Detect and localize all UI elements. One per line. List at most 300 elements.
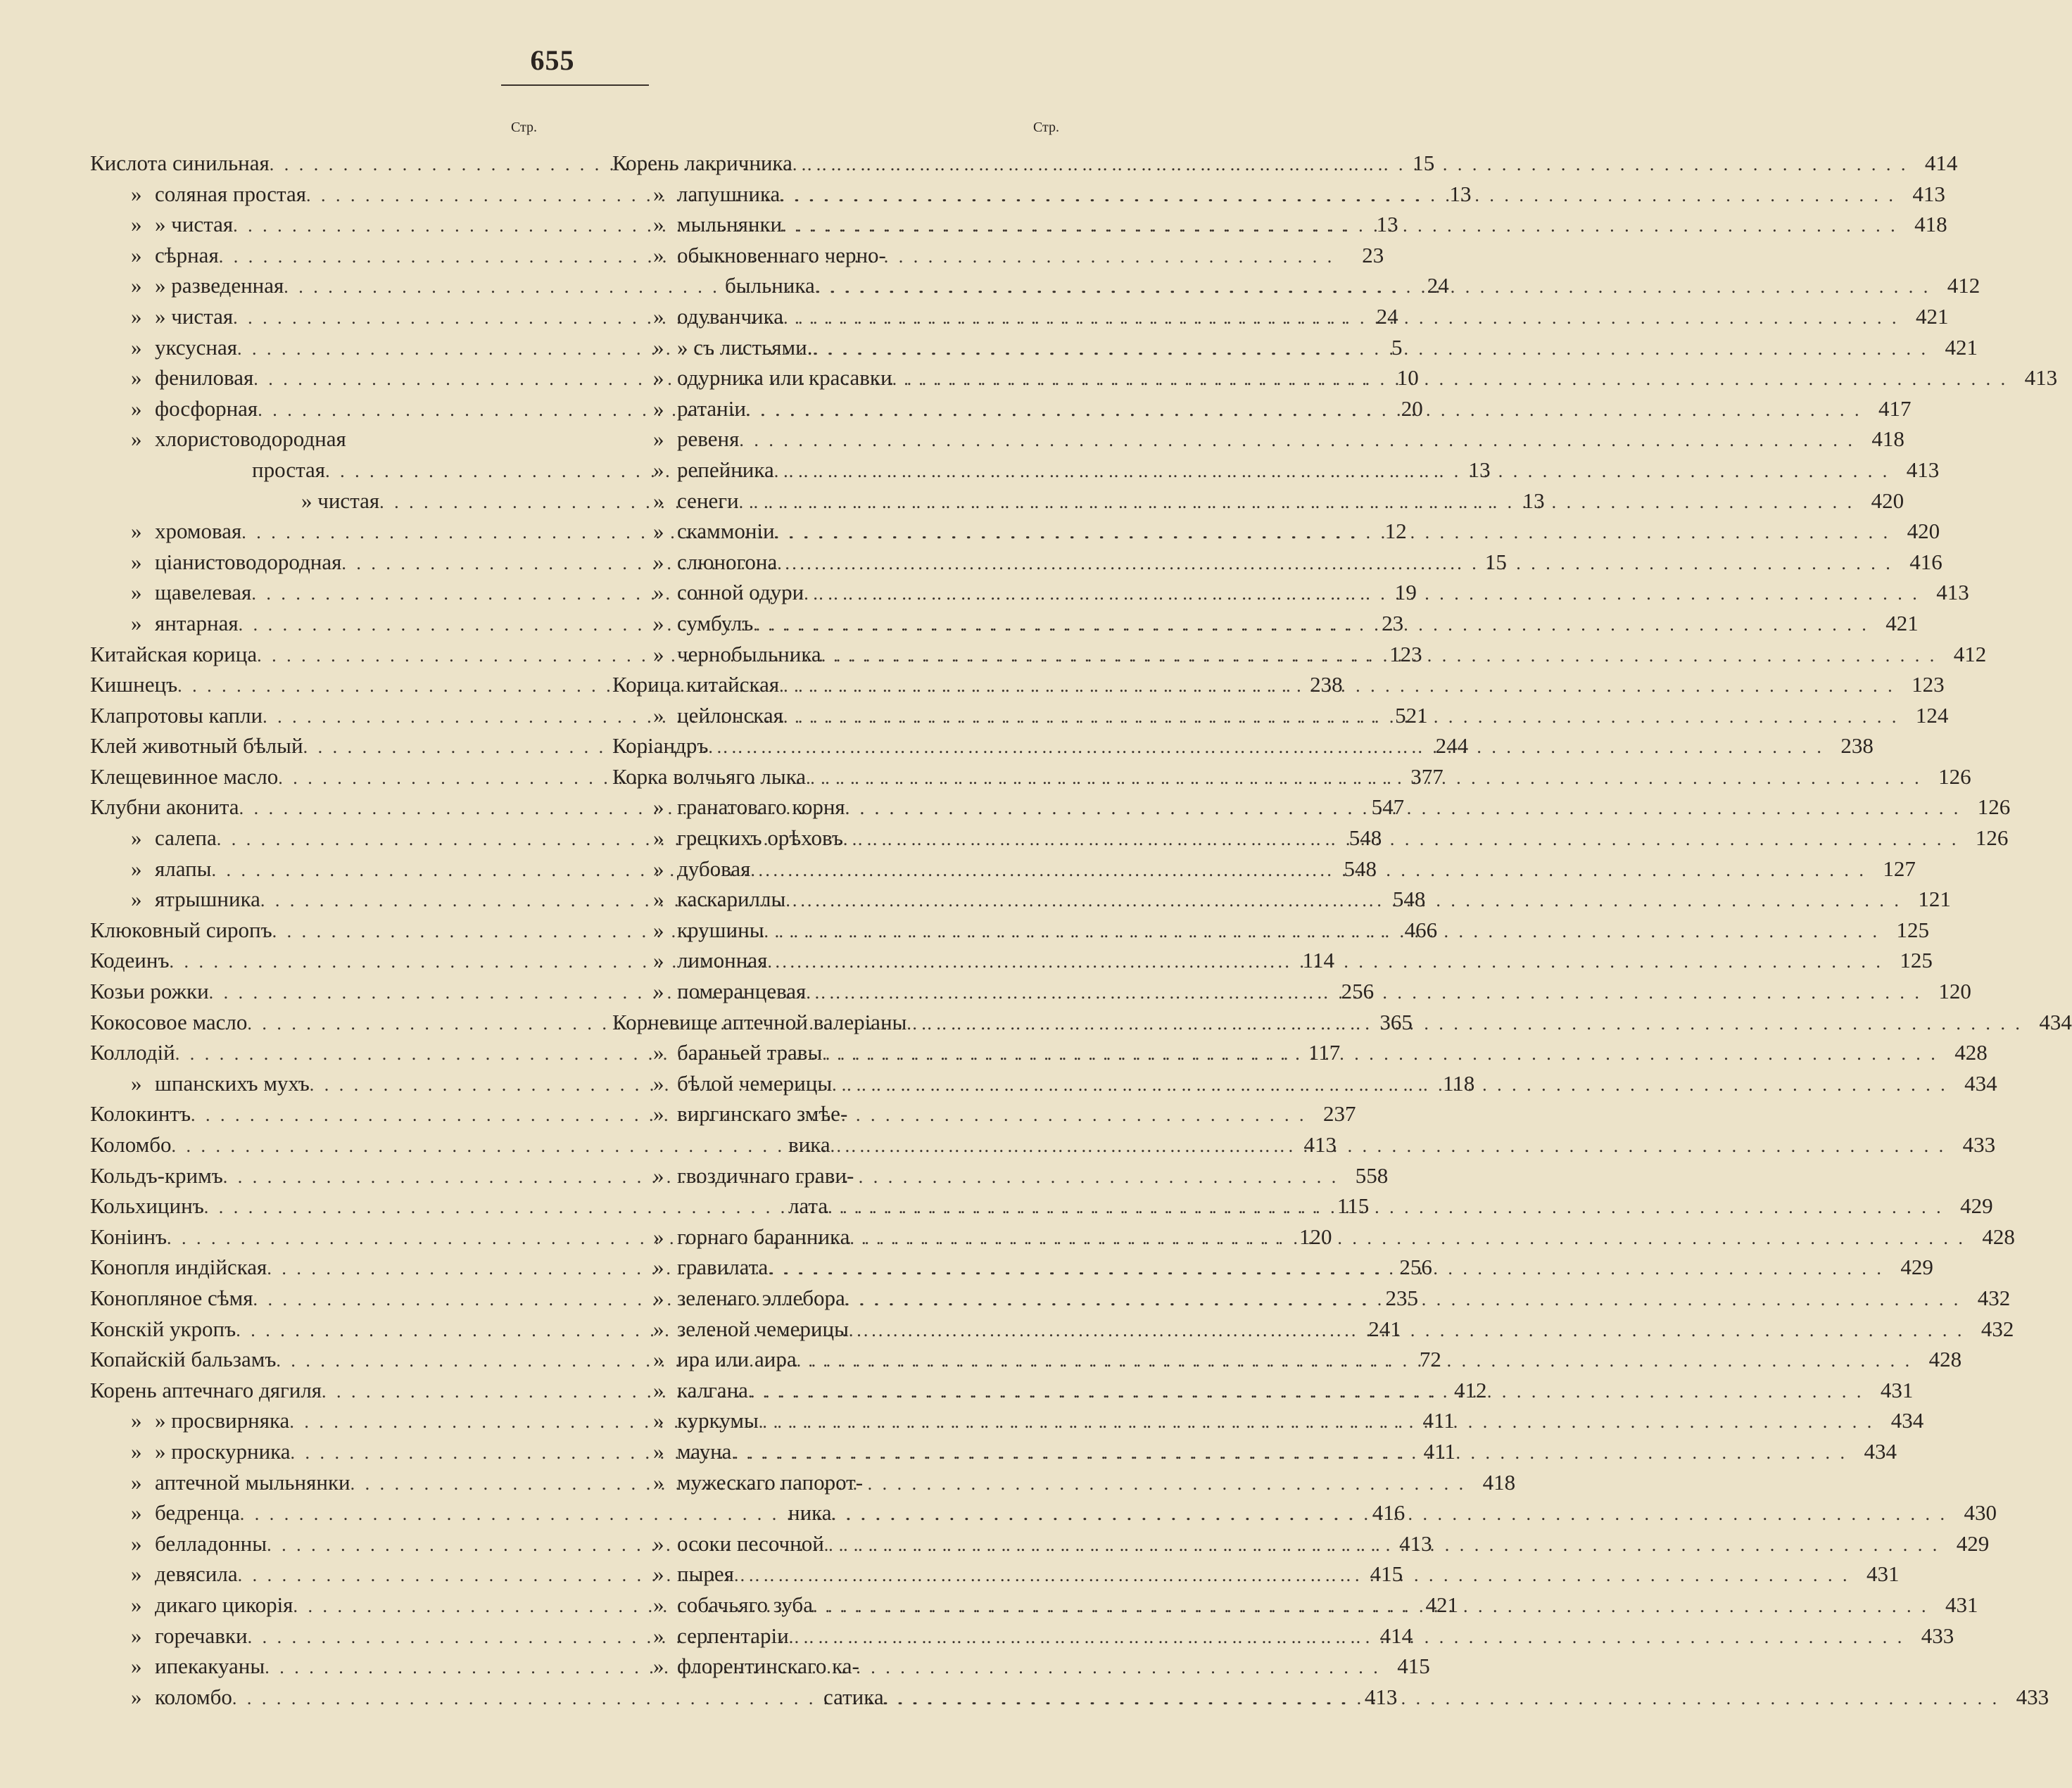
index-term: цейлонская xyxy=(677,702,783,728)
index-term: крушины xyxy=(677,917,764,942)
index-term: сумбулъ xyxy=(677,610,754,635)
page-ref: 414 xyxy=(1924,151,1958,175)
ditto-mark: » xyxy=(131,1592,142,1617)
ditto-mark: » xyxy=(653,242,664,267)
page-ref: 413 xyxy=(1303,1132,1337,1157)
page-column-header: Стр. xyxy=(1032,120,1059,135)
page-ref: 421 xyxy=(1945,334,1978,360)
index-term: сѣрная xyxy=(155,242,219,267)
ditto-mark: » xyxy=(131,212,142,237)
ditto-mark: » xyxy=(653,1408,664,1433)
dot-leader xyxy=(832,1070,1948,1101)
page-ref: 123 xyxy=(1389,641,1422,666)
ditto-mark: » xyxy=(653,1438,664,1464)
page-ref: 420 xyxy=(1871,488,1904,513)
index-term: » чистая xyxy=(301,488,380,513)
page-ref: 13 xyxy=(1449,181,1472,206)
ditto-mark: » xyxy=(653,702,664,728)
dot-leader xyxy=(739,487,1855,518)
ditto-mark: » xyxy=(131,303,142,329)
page-ref: 411 xyxy=(1423,1438,1456,1464)
dot-leader xyxy=(780,180,1896,211)
ditto-mark: » xyxy=(653,1162,664,1188)
index-term: хлористоводородная xyxy=(155,426,346,452)
index-term: Конопля индійская xyxy=(90,1255,267,1280)
ditto-mark: » xyxy=(653,917,664,942)
page-ref: 15 xyxy=(1484,549,1507,574)
ditto-mark: » xyxy=(131,181,142,206)
page-ref: 413 xyxy=(1364,1684,1398,1709)
page-ref: 120 xyxy=(1299,1224,1332,1249)
index-term: » чистая xyxy=(155,303,234,329)
dot-leader xyxy=(759,1407,1875,1438)
ditto-mark: » xyxy=(653,457,664,482)
ditto-mark: » xyxy=(131,242,142,267)
ditto-mark: » xyxy=(653,1316,664,1341)
index-term: Копайскій бальзамъ xyxy=(90,1347,277,1372)
ditto-mark: » xyxy=(653,303,664,329)
page-ref: 413 xyxy=(1912,181,1945,206)
page-ref: 415 xyxy=(1370,1561,1403,1587)
ditto-mark: » xyxy=(131,1654,142,1679)
dot-leader xyxy=(830,1131,1947,1162)
index-term: Коріандръ xyxy=(612,733,709,759)
index-term: соляная простая xyxy=(155,181,307,206)
ditto-mark: » xyxy=(653,1070,664,1096)
page-ref: 412 xyxy=(1454,1377,1487,1402)
index-term: дубовая xyxy=(677,856,751,881)
ditto-mark: » xyxy=(653,1530,664,1556)
dot-leader xyxy=(785,885,1902,916)
page-ref: 72 xyxy=(1419,1347,1441,1372)
page-ref: 120 xyxy=(1938,979,1971,1004)
page-ref: 23 xyxy=(1382,610,1404,635)
page-ref: 417 xyxy=(1878,395,1912,421)
index-term: Коллодій xyxy=(90,1040,175,1065)
ditto-mark: » xyxy=(653,1285,664,1310)
ditto-mark: » xyxy=(653,641,664,666)
dot-leader xyxy=(775,517,1891,548)
ditto-mark: » xyxy=(653,212,664,237)
dot-leader xyxy=(779,671,1895,702)
page-ref: 432 xyxy=(1977,1285,2011,1310)
index-term: Конскій укропъ xyxy=(90,1316,236,1341)
dot-leader xyxy=(884,1683,2000,1714)
index-entry xyxy=(612,1098,1070,1129)
page-ref: 431 xyxy=(1945,1592,1978,1617)
page-ref: 434 xyxy=(1864,1438,1897,1464)
dot-leader xyxy=(774,456,1890,487)
dot-leader xyxy=(753,609,1869,640)
page-ref: 126 xyxy=(1975,825,2009,851)
page-ref: 125 xyxy=(1896,917,1930,942)
index-term: каскариллы xyxy=(677,887,786,912)
page-ref: 414 xyxy=(1379,1623,1413,1648)
index-entry xyxy=(612,332,1978,363)
index-term: ялапы xyxy=(155,856,212,881)
index-term: бѣлой чемерицы xyxy=(677,1070,833,1096)
ditto-mark: » xyxy=(653,395,664,421)
ditto-mark: » xyxy=(653,610,664,635)
index-term: фосфорная xyxy=(155,395,258,421)
index-term: » разведенная xyxy=(155,273,284,298)
index-term: серпентаріи xyxy=(677,1623,789,1648)
ditto-mark: » xyxy=(131,334,142,360)
index-term: вика xyxy=(788,1132,830,1157)
page-ref: 413 xyxy=(1936,580,1969,605)
page-ref: 547 xyxy=(1371,794,1405,820)
page-ref: 429 xyxy=(1900,1255,1933,1280)
index-term: быльника xyxy=(725,273,815,298)
ditto-mark: » xyxy=(653,979,664,1004)
index-term: репейника xyxy=(677,457,774,482)
dot-leader xyxy=(843,824,1959,855)
page-ref: 126 xyxy=(1977,794,2011,820)
index-term: Кольхицинъ xyxy=(90,1193,204,1219)
index-term: белладонны xyxy=(155,1530,267,1556)
index-term: одуванчика xyxy=(677,303,783,329)
index-term: Корка волчьяго лыка xyxy=(612,763,807,789)
page-ref: 377 xyxy=(1410,763,1444,789)
index-term: сатика xyxy=(823,1684,884,1709)
index-term: Клюковный сиропъ xyxy=(90,917,272,942)
ditto-mark: » xyxy=(131,273,142,298)
dot-leader xyxy=(822,1039,1938,1070)
index-term: гранатоваго корня xyxy=(677,794,845,820)
index-term: щавелевая xyxy=(155,580,252,605)
index-term: померанцевая xyxy=(677,979,807,1004)
dot-leader xyxy=(768,1253,1884,1284)
page-ref: 114 xyxy=(1302,948,1334,973)
ditto-mark: » xyxy=(131,1408,142,1433)
index-term: лимонная xyxy=(677,948,768,973)
index-term: сенеги xyxy=(677,488,739,513)
page-ref: 365 xyxy=(1379,1009,1413,1034)
ditto-mark: » xyxy=(653,948,664,973)
page-ref: 256 xyxy=(1341,979,1375,1004)
ditto-mark: » xyxy=(653,1592,664,1617)
page-ref: 125 xyxy=(1900,948,1933,973)
page-ref: 19 xyxy=(1394,580,1417,605)
dot-leader xyxy=(792,149,1909,180)
index-term: Китайская корица xyxy=(90,641,258,666)
page-ref: 238 xyxy=(1840,733,1874,759)
dot-leader xyxy=(783,303,1900,334)
index-term: гвоздичнаго грави- xyxy=(677,1162,854,1188)
index-term: янтарная xyxy=(155,610,239,635)
ditto-mark: » xyxy=(653,334,664,360)
index-term: девясила xyxy=(155,1561,238,1587)
dot-leader xyxy=(813,1591,1929,1622)
ditto-mark: » xyxy=(131,549,142,574)
page-ref: 121 xyxy=(1918,887,1951,912)
page-ref: 24 xyxy=(1376,303,1398,329)
index-term: Конопляное сѣмя xyxy=(90,1285,253,1310)
index-term: ятрышника xyxy=(155,887,260,912)
ditto-mark: » xyxy=(131,1623,142,1648)
ditto-mark: » xyxy=(653,794,664,820)
index-term: Кислота синильная xyxy=(90,151,270,175)
index-term: » проскурника xyxy=(155,1438,291,1464)
dot-leader xyxy=(813,334,1929,364)
dot-leader xyxy=(806,763,1922,794)
ditto-mark: » xyxy=(131,580,142,605)
index-term: Корень аптечнаго дягиля xyxy=(90,1377,322,1402)
page-ref: 421 xyxy=(1425,1592,1458,1617)
page-ref: 521 xyxy=(1395,702,1428,728)
ditto-mark: » xyxy=(653,1377,664,1402)
page-ref: 238 xyxy=(1310,672,1343,697)
index-term: грецкихъ орѣховъ xyxy=(677,825,843,851)
index-term: Кодеинъ xyxy=(90,948,170,973)
page-ref: 413 xyxy=(1906,457,1940,482)
index-term: горечавки xyxy=(155,1623,248,1648)
dot-leader xyxy=(789,1622,1905,1653)
index-term: шпанскихъ мухъ xyxy=(155,1070,310,1096)
ditto-mark: » xyxy=(653,1040,664,1065)
index-entry xyxy=(612,1467,1070,1498)
page-ref: 23 xyxy=(1362,242,1384,267)
page-column-header: Стр. xyxy=(510,120,537,135)
index-term: куркумы xyxy=(677,1408,759,1433)
page-ref: 126 xyxy=(1938,763,1971,789)
page-number: 655 xyxy=(530,44,575,76)
page-ref: 124 xyxy=(1915,702,1949,728)
ditto-mark: » xyxy=(653,1347,664,1372)
index-term: осоки песочной xyxy=(677,1530,824,1556)
index-term: Корень лакричника xyxy=(612,151,792,175)
page-ref: 432 xyxy=(1981,1316,2014,1341)
dot-leader xyxy=(804,578,1920,609)
page-ref: 429 xyxy=(1956,1530,1990,1556)
page-ref: 24 xyxy=(1427,273,1449,298)
dot-leader xyxy=(767,946,1883,977)
index-term: зеленой чемерицы xyxy=(677,1316,849,1341)
page-ref: 416 xyxy=(1909,549,1942,574)
page-ref: 433 xyxy=(1962,1132,1996,1157)
ditto-mark: » xyxy=(653,856,664,881)
index-term: Клей животный бѣлый xyxy=(90,733,303,759)
ditto-mark: » xyxy=(653,825,664,851)
page-ref: 123 xyxy=(1912,672,1945,697)
dot-leader xyxy=(806,977,1922,1008)
ditto-mark: » xyxy=(131,1530,142,1556)
index-term: Клубни аконита xyxy=(90,794,239,820)
page-ref: 235 xyxy=(1385,1285,1418,1310)
ditto-mark: » xyxy=(131,610,142,635)
page-ref: 13 xyxy=(1468,457,1491,482)
dot-leader xyxy=(849,1223,1966,1254)
ditto-mark: » xyxy=(653,1101,664,1127)
dot-leader xyxy=(828,1192,1944,1223)
page-ref: 256 xyxy=(1399,1255,1432,1280)
page-ref: 413 xyxy=(1399,1530,1432,1556)
page-ref: 548 xyxy=(1392,887,1426,912)
page-ref: 13 xyxy=(1522,488,1545,513)
index-term: » чистая xyxy=(155,212,234,237)
ditto-mark: » xyxy=(131,365,142,391)
page-ref: 412 xyxy=(1947,273,1981,298)
index-term: слюногона xyxy=(677,549,778,574)
ditto-mark: » xyxy=(653,887,664,912)
ditto-mark: » xyxy=(131,1469,142,1495)
page-ref: 420 xyxy=(1907,519,1940,544)
dot-leader xyxy=(821,640,1938,671)
page-ref: 118 xyxy=(1442,1070,1475,1096)
page-ref: 434 xyxy=(1964,1070,1997,1096)
index-term: ціанистоводородная xyxy=(155,549,342,574)
index-term: уксусная xyxy=(155,334,238,360)
page-ref: 418 xyxy=(1482,1469,1516,1495)
index-term: аптечной мыльнянки xyxy=(155,1469,350,1495)
page-ref: 415 xyxy=(1397,1654,1430,1679)
dot-leader xyxy=(849,1315,1965,1346)
index-term: флорентинскаго ка- xyxy=(677,1654,859,1679)
index-term: Кольдъ-кримъ xyxy=(90,1162,223,1188)
page-ref: 433 xyxy=(2016,1684,2049,1709)
ditto-mark: » xyxy=(131,1438,142,1464)
index-term: мужескаго папорот- xyxy=(677,1469,864,1495)
index-term: хромовая xyxy=(155,519,242,544)
page-ref: 421 xyxy=(1916,303,1949,329)
index-entry xyxy=(612,424,1904,455)
page-ref: 241 xyxy=(1368,1316,1401,1341)
page-ref: 5 xyxy=(1391,334,1403,360)
dot-leader xyxy=(832,1499,1948,1530)
index-term: лата xyxy=(788,1193,828,1219)
index-term: бедренца xyxy=(155,1500,240,1526)
ditto-mark: » xyxy=(131,1500,142,1526)
index-term: Колокинтъ xyxy=(90,1101,191,1127)
page-ref: 466 xyxy=(1404,917,1438,942)
ditto-mark: » xyxy=(653,580,664,605)
index-term: калгана xyxy=(677,1377,748,1402)
index-term: обыкновеннаго черно- xyxy=(677,242,886,267)
index-term: фениловая xyxy=(155,365,254,391)
dot-leader xyxy=(892,364,2009,395)
index-term: Корневище аптечной валеріаны xyxy=(612,1009,907,1034)
ditto-mark: » xyxy=(653,1654,664,1679)
index-term: ника xyxy=(788,1500,832,1526)
page-ref: 434 xyxy=(2039,1009,2072,1034)
dot-leader xyxy=(824,1530,1940,1561)
ditto-mark: » xyxy=(131,519,142,544)
index-term: Коніинъ xyxy=(90,1224,168,1249)
index-term: чернобыльника xyxy=(677,641,821,666)
ditto-mark: » xyxy=(653,488,664,513)
index-term: гравилата xyxy=(677,1255,769,1280)
dot-leader xyxy=(746,395,1862,426)
ditto-mark: » xyxy=(131,887,142,912)
ditto-mark: » xyxy=(131,1684,142,1709)
dot-leader xyxy=(782,210,1898,241)
page-ref: 20 xyxy=(1401,395,1423,421)
index-term: скаммоніи xyxy=(677,519,775,544)
dot-leader xyxy=(734,1560,1850,1591)
page-ref: 548 xyxy=(1348,825,1382,851)
index-term: виргинскаго змѣе- xyxy=(677,1101,848,1127)
ditto-mark: » xyxy=(653,549,664,574)
page-ref: 412 xyxy=(1953,641,1987,666)
index-term: простая xyxy=(252,457,326,482)
index-term: зеленаго эллебора xyxy=(677,1285,845,1310)
page-ref: 431 xyxy=(1866,1561,1900,1587)
page-ref: 428 xyxy=(1982,1224,2015,1249)
ditto-mark: » xyxy=(131,1070,142,1096)
index-term: пырея xyxy=(677,1561,734,1587)
index-term: одурника или красавки xyxy=(677,365,892,391)
dot-leader xyxy=(845,793,1962,824)
page-ref: 413 xyxy=(2024,365,2058,391)
index-term: Корица китайская xyxy=(612,672,780,697)
dot-leader xyxy=(783,702,1900,733)
ditto-mark: » xyxy=(653,426,664,452)
index-entry xyxy=(612,455,1940,486)
index-term: Кишнецъ xyxy=(90,672,178,697)
ditto-mark: » xyxy=(131,1561,142,1587)
index-term: сонной одури xyxy=(677,580,804,605)
page-ref: 421 xyxy=(1885,610,1919,635)
page-ref: 12 xyxy=(1384,519,1407,544)
dot-leader xyxy=(739,425,1855,456)
index-term: Козьи рожки xyxy=(90,979,209,1004)
page-ref: 416 xyxy=(1372,1500,1405,1526)
page-ref: 127 xyxy=(1883,856,1916,881)
page-ref: 411 xyxy=(1422,1408,1455,1433)
dot-leader xyxy=(750,855,1866,886)
index-term: Клапротовы капли xyxy=(90,702,263,728)
ditto-mark: » xyxy=(653,519,664,544)
index-term: собачьяго зуба xyxy=(677,1592,813,1617)
index-term: Коломбо xyxy=(90,1132,172,1157)
index-term: горнаго баранника xyxy=(677,1224,850,1249)
ditto-mark: » xyxy=(653,181,664,206)
index-term: Клещевинное масло xyxy=(90,763,279,789)
page-ref: 430 xyxy=(1964,1500,1997,1526)
page-ref: 237 xyxy=(1323,1101,1356,1127)
index-term: » просвирняка xyxy=(155,1408,290,1433)
page-ref: 434 xyxy=(1890,1408,1924,1433)
header-rule xyxy=(501,84,649,86)
index-term: Кокосовое масло xyxy=(90,1009,248,1034)
ditto-mark: » xyxy=(131,426,142,452)
page-ref: 433 xyxy=(1921,1623,1954,1648)
dot-leader xyxy=(748,1376,1864,1407)
index-term: ратаніи xyxy=(677,395,746,421)
dot-leader xyxy=(906,1008,2023,1039)
ditto-mark: » xyxy=(653,1623,664,1648)
index-entry xyxy=(612,179,1945,210)
index-term: лапушника xyxy=(677,181,781,206)
page-ref: 558 xyxy=(1355,1162,1389,1188)
index-term: дикаго цикорія xyxy=(155,1592,293,1617)
index-term: ипекакуаны xyxy=(155,1654,265,1679)
ditto-mark: » xyxy=(653,1255,664,1280)
index-term: салепа xyxy=(155,825,217,851)
index-entry xyxy=(612,1160,1070,1191)
index-term: коломбо xyxy=(155,1684,232,1709)
index-term: мыльнянки xyxy=(677,212,783,237)
index-term: ревеня xyxy=(677,426,740,452)
ditto-mark: » xyxy=(653,1561,664,1587)
page-ref: 244 xyxy=(1435,733,1469,759)
index-term: мауна xyxy=(677,1438,732,1464)
dot-leader xyxy=(764,916,1881,947)
page-ref: 428 xyxy=(1928,1347,1962,1372)
dot-leader xyxy=(777,548,1893,579)
dot-leader xyxy=(797,1345,1913,1376)
index-term: ира или аира xyxy=(677,1347,797,1372)
